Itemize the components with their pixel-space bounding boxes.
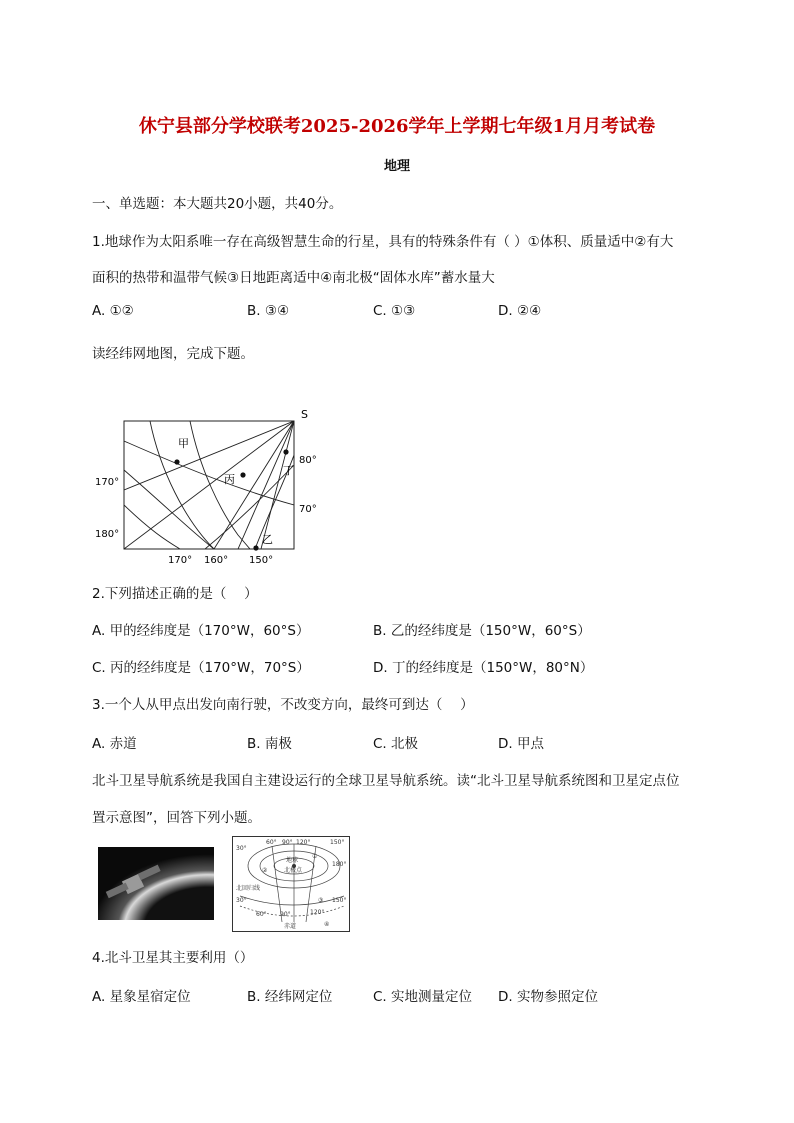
q4-option-d: D. 实物参照定位 bbox=[498, 989, 598, 1005]
label-lat-80: 80° bbox=[299, 455, 317, 466]
diagram-label-150: 150° bbox=[330, 839, 345, 846]
page-title: 休宁县部分学校联考2025-2026学年上学期七年级1月月考试卷 bbox=[138, 116, 656, 137]
meridian-180 bbox=[124, 421, 294, 549]
diagram-label-120b: 120° bbox=[310, 909, 325, 916]
diagram-earth-label: 地球 bbox=[286, 857, 299, 864]
q4-option-c: C. 实地测量定位 bbox=[373, 989, 473, 1005]
question-4-stem: 4.北斗卫星其主要利用（） bbox=[92, 950, 254, 966]
q2-option-d: D. 丁的经纬度是（150°W，80°N） bbox=[373, 660, 594, 676]
diagram-marker-1: ① bbox=[312, 853, 318, 860]
diagram-equator-label: 赤道 bbox=[284, 923, 297, 930]
diagram-label-60: 60° bbox=[266, 839, 277, 846]
label-s: S bbox=[301, 408, 308, 421]
point-jia bbox=[174, 459, 179, 464]
q3-option-b: B. 南极 bbox=[247, 736, 292, 752]
label-jia: 甲 bbox=[178, 437, 189, 450]
label-lon-150-bottom: 150° bbox=[249, 555, 274, 566]
q3-option-d: D. 甲点 bbox=[498, 736, 544, 752]
label-yi: 乙 bbox=[262, 533, 273, 546]
point-ding bbox=[283, 449, 288, 454]
satellite-position-diagram bbox=[232, 836, 350, 932]
subject-label: 地理 bbox=[383, 159, 410, 174]
question-2-stem: 2.下列描述正确的是（ ） bbox=[92, 586, 258, 602]
label-lon-180-left: 180° bbox=[95, 529, 120, 540]
q3-option-a: A. 赤道 bbox=[92, 736, 137, 752]
diagram-north-pole-label: 北极点 bbox=[284, 867, 303, 874]
diagram-label-60b: 60° bbox=[256, 911, 267, 918]
latitude-70-arc bbox=[124, 441, 294, 505]
satellite-photo bbox=[98, 847, 214, 920]
diagram-label-150b: 150° bbox=[332, 897, 347, 904]
q2-option-c: C. 丙的经纬度是（170°W，70°S） bbox=[92, 660, 310, 676]
q1-option-b: B. ③④ bbox=[247, 303, 290, 319]
q3-option-c: C. 北极 bbox=[373, 736, 419, 752]
label-lon-170-bottom: 170° bbox=[168, 555, 193, 566]
q2-option-a: A. 甲的经纬度是（170°W，60°S） bbox=[92, 623, 310, 639]
reading-instruction-1: 读经纬网地图，完成下题。 bbox=[92, 346, 254, 362]
diagram-marker-3: ③ bbox=[318, 897, 324, 904]
label-lon-160-bottom: 160° bbox=[204, 555, 229, 566]
diagram-tropic-label: 北回归线 bbox=[236, 885, 261, 892]
label-lat-70: 70° bbox=[299, 504, 317, 515]
diagram-label-30: 30° bbox=[236, 897, 247, 904]
diagram-marker-4: ④ bbox=[324, 921, 330, 928]
q4-option-a: A. 星象星宿定位 bbox=[92, 989, 191, 1005]
label-bing: 丙 bbox=[224, 473, 235, 486]
diagram-label-90b: 90° bbox=[280, 911, 291, 918]
q2-option-b: B. 乙的经纬度是（150°W，60°S） bbox=[373, 623, 591, 639]
parallel-arc-2 bbox=[190, 421, 250, 549]
reading-instruction-2-line2: 置示意图”，回答下列小题。 bbox=[92, 810, 261, 826]
question-1-stem-line1: 1.地球作为太阳系唯一存在高级智慧生命的行星，具有的特殊条件有（ ）①体积、质量适中②有大 bbox=[92, 234, 674, 250]
label-lon-170-left: 170° bbox=[95, 477, 120, 488]
diagram-marker-2: ② bbox=[262, 867, 268, 874]
point-yi bbox=[253, 545, 258, 550]
point-bing bbox=[240, 472, 245, 477]
q4-option-b: B. 经纬网定位 bbox=[247, 989, 333, 1005]
diagram-label-90: 90° bbox=[282, 839, 293, 846]
question-1-stem-line2: 面积的热带和温带气候③日地距离适中④南北极“固体水库”蓄水量大 bbox=[92, 270, 495, 286]
diagram-label-30-top: 30° bbox=[236, 845, 247, 852]
section-heading: 一、单选题：本大题共20小题，共40分。 bbox=[92, 196, 343, 212]
question-3-stem: 3.一个人从甲点出发向南行驶，不改变方向，最终可到达（ ） bbox=[92, 697, 474, 713]
q1-option-a: A. ①② bbox=[92, 303, 134, 319]
parallel-arc-3 bbox=[124, 470, 214, 549]
q1-option-c: C. ①③ bbox=[373, 303, 416, 319]
diagram-label-180: 180° bbox=[332, 861, 347, 868]
diagram-label-120: 120° bbox=[296, 839, 311, 846]
graticule-map-figure bbox=[90, 400, 330, 572]
q1-option-d: D. ②④ bbox=[498, 303, 542, 319]
reading-instruction-2-line1: 北斗卫星导航系统是我国自主建设运行的全球卫星导航系统。读“北斗卫星导航系统图和卫星定点位 bbox=[92, 773, 680, 789]
label-ding: 丁 bbox=[283, 464, 294, 477]
